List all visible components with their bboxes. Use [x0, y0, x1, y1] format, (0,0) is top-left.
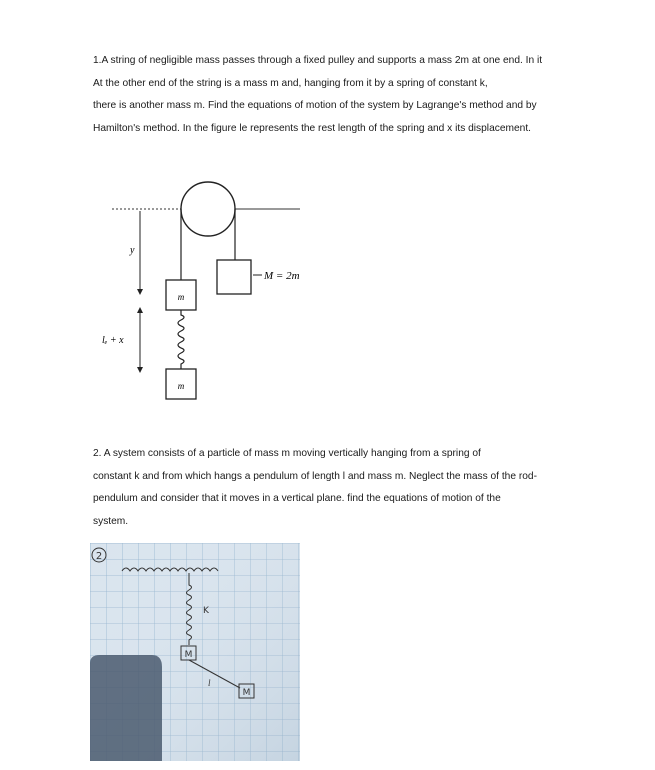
y-label: y — [130, 245, 135, 256]
spring-constant-label: K — [203, 606, 209, 616]
y-arrow-head — [137, 289, 143, 295]
mass-m-top-label: m — [177, 292, 185, 302]
spring — [178, 310, 184, 369]
pulley — [181, 182, 235, 236]
problem-2-text — [93, 443, 573, 533]
problem-number: 2 — [95, 551, 103, 562]
problem-2-line-4: system. — [93, 515, 129, 527]
problem-2-line-2: constant k and from which hangs a pendulum of length l and mass m. Neglect the mass of the rod- — [93, 470, 537, 482]
mass-M-label: M = 2m — [264, 270, 300, 282]
problem-1-line-3: there is another mass m. Find the equations of motion of the system by Lagrange's method and by — [93, 100, 537, 111]
photo-mass-1-label: M — [184, 650, 193, 660]
photo-mass-2-label: M — [242, 688, 251, 698]
problem-2-line-3: pendulum and consider that it moves in a vertical plane. find the equations of motion of the — [93, 493, 501, 504]
pendulum-length-label: l — [208, 678, 211, 688]
mass-M-box — [217, 260, 251, 294]
pulley-figure — [100, 177, 330, 402]
mass-m-bottom-label: m — [177, 381, 185, 391]
le-x-arrow-head-top — [137, 307, 143, 313]
le-x-label: lₑ + x — [102, 335, 124, 346]
pendulum-photo — [90, 543, 300, 761]
problem-1-line-2: At the other end of the string is a mass m and, hanging from it by a spring of constant k, — [93, 77, 488, 89]
photo-shadow — [90, 655, 162, 761]
problem-1-line-1: 1.A string of negligible mass passes through a fixed pulley and supports a mass 2m at one end. In it — [93, 55, 543, 66]
problem-1-line-4: Hamilton's method. In the figure le represents the rest length of the spring and x its displacement. — [93, 122, 531, 134]
problem-1-text — [93, 50, 573, 140]
le-x-arrow-head-bottom — [137, 367, 143, 373]
problem-2-line-1: 2. A system consists of a particle of mass m moving vertically hanging from a spring of — [93, 448, 481, 459]
